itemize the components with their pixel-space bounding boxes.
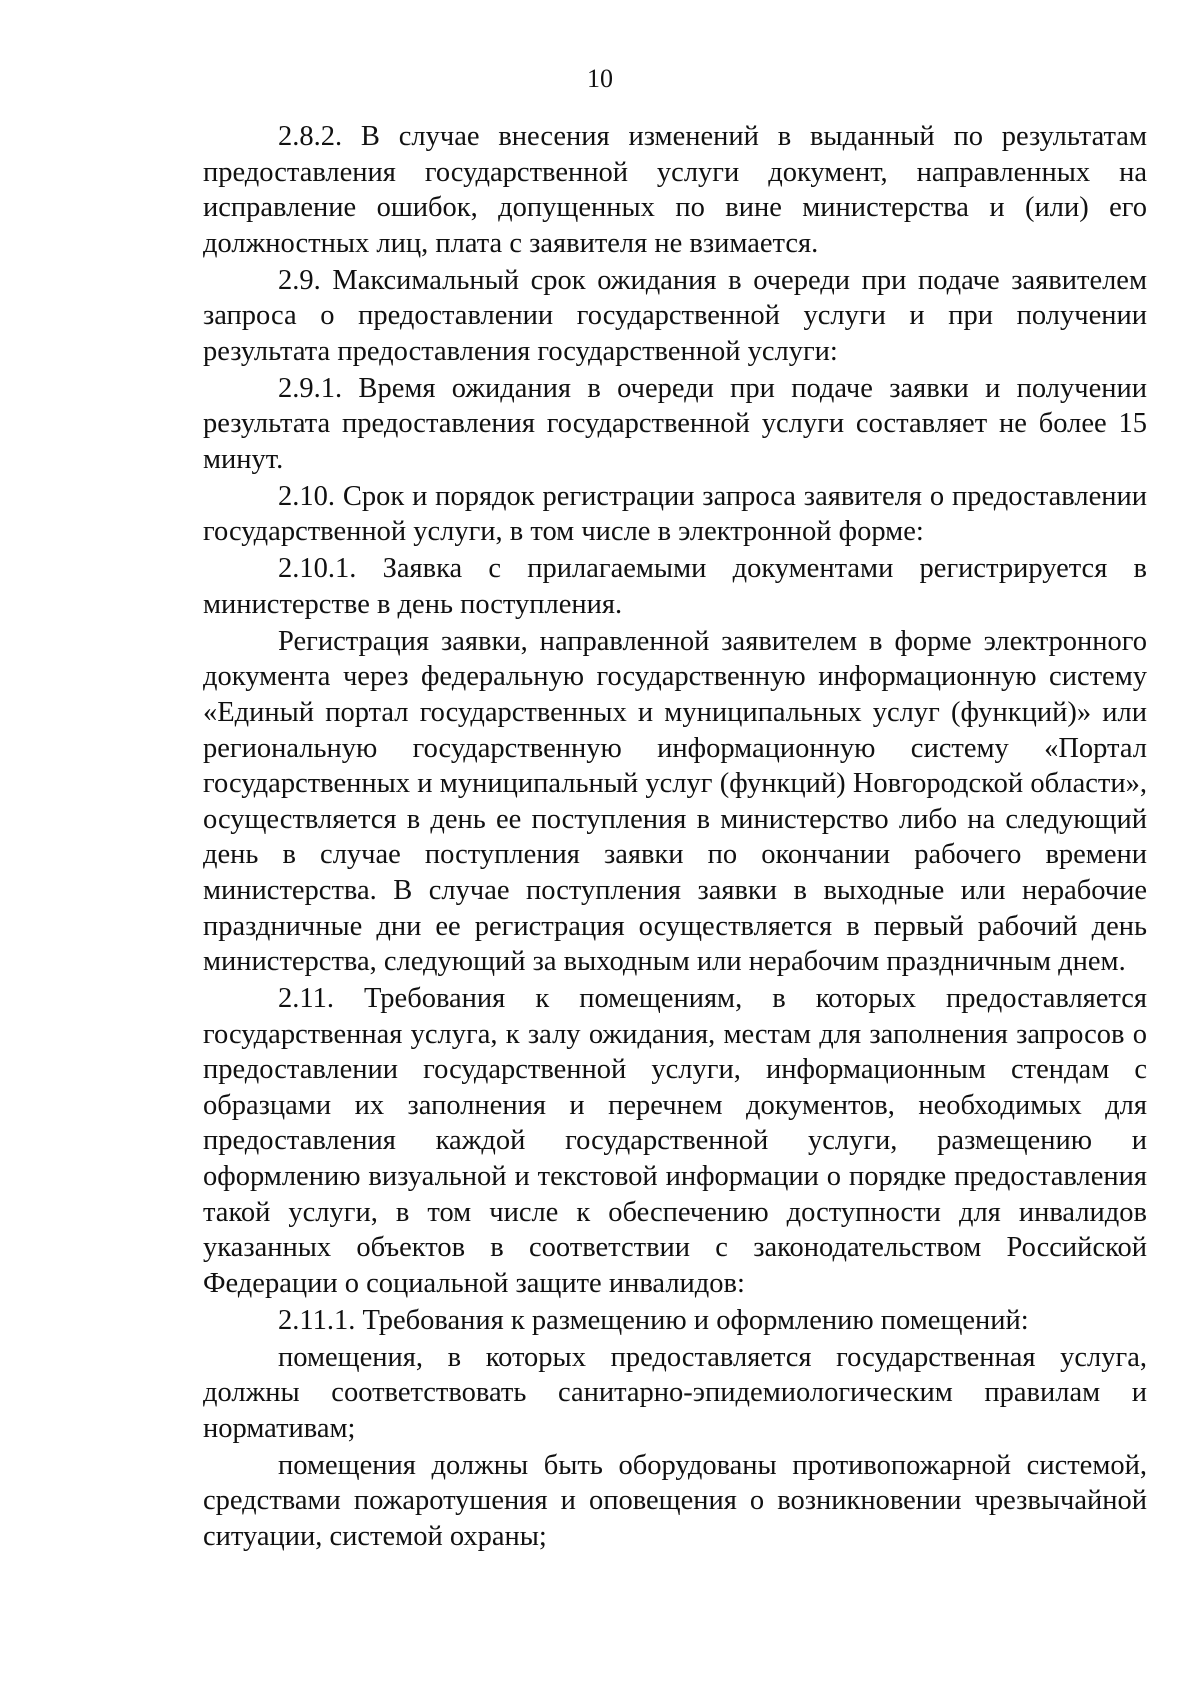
page-number: 10 <box>587 64 613 93</box>
paragraph-2-8-2: 2.8.2. В случае внесения изменений в выданный по результатам предоставления государственной услуги документ, направленных на исправление ошибок, допущенных по вине министерства и (или) его должностных лиц, плата с заявителя не взимается. <box>203 121 1147 259</box>
paragraph-2-9-1: 2.9.1. Время ожидания в очереди при подаче заявки и получении результата предоставления государственной услуги составляет не более 15 минут. <box>203 372 1147 475</box>
paragraph-2-10: 2.10. Срок и порядок регистрации запроса заявителя о предоставлении государственной услуги, в том числе в электронной форме: <box>203 480 1147 548</box>
paragraph-2-11-1: 2.11.1. Требования к размещению и оформлению помещений: <box>278 1304 1029 1336</box>
paragraph-2-11: 2.11. Требования к помещениям, в которых предоставляется государственная услуга, к залу ожидания, местам для заполнения запросов о предоставлении государственной услуги, информационным стендам с образцами их заполнения и перечнем документов, необходимых для предоставления каждой государственной услуги, размещению и оформлению визуальной и текстовой информации о порядке предоставления такой услуги, в том числе к обеспечению доступности для инвалидов указанных объектов в соответствии с законодательством Российской Федерации о социальной защите инвалидов: <box>203 983 1147 1299</box>
paragraph-2-9: 2.9. Максимальный срок ожидания в очереди при подаче заявителем запроса о предоставлении государственной услуги и при получении результата предоставления государственной услуги: <box>203 264 1147 367</box>
paragraph-2-10-1: 2.10.1. Заявка с прилагаемыми документами регистрируется в министерстве в день поступления. <box>203 553 1147 620</box>
paragraph-premises-fire-safety: помещения должны быть оборудованы противопожарной системой, средствами пожаротушения и оповещения о возникновении чрезвычайной ситуации, системой охраны; <box>203 1449 1147 1552</box>
document-body <box>203 119 1147 1554</box>
paragraph-premises-sanitary: помещения, в которых предоставляется государственная услуга, должны соответствовать санитарно-эпидемиологическим правилам и нормативам; <box>203 1341 1147 1444</box>
paragraph-registration: Регистрация заявки, направленной заявителем в форме электронного документа через федеральную государственную информационную систему «Единый портал государственных и муниципальных услуг (функций)» или региональную государственную информационную систему «Портал государственных и муниципальный услуг (функций) Новгородской области», осуществляется в день ее поступления в министерство либо на следующий день в случае поступления заявки по окончании рабочего времени министерства. В случае поступления заявки в выходные или нерабочие праздничные дни ее регистрация осуществляется в первый рабочий день министерства, следующий за выходным или нерабочим праздничным днем. <box>203 625 1147 978</box>
